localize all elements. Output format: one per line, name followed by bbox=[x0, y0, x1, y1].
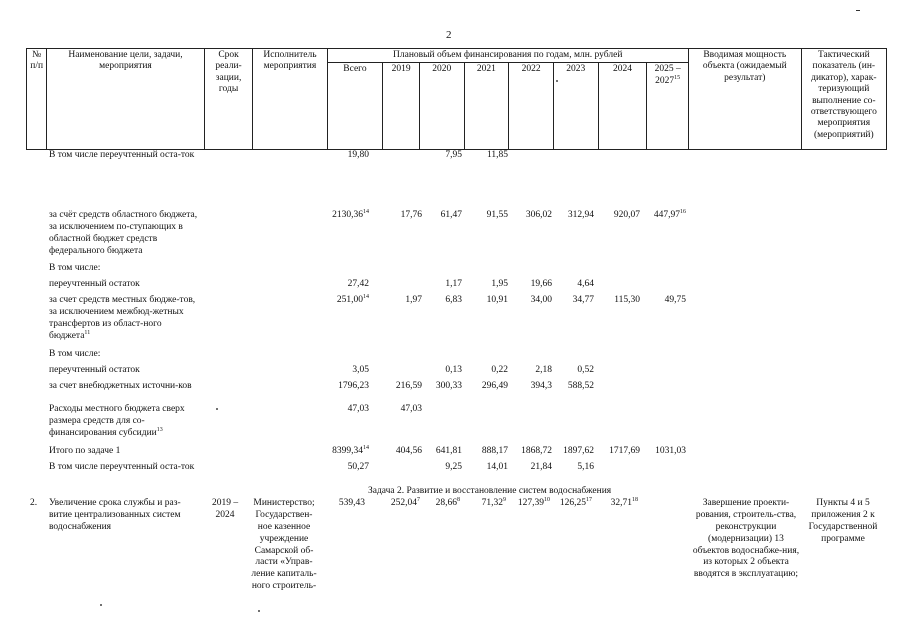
row-year-value: 920,07 bbox=[613, 210, 640, 220]
item-capacity: Завершение проекти-рования, строитель-ства, реконструкции (модернизации) 13 объектов водоснабже-ния, из которых 2 объекта вводятся в эксплуатацию; bbox=[692, 498, 800, 580]
header-year: 2022 bbox=[509, 63, 554, 150]
row-year-value: 21,84 bbox=[530, 462, 552, 472]
row-year-value: 1,97 bbox=[405, 295, 422, 305]
row-year-value: 888,17 bbox=[481, 446, 508, 456]
row-year-value: 296,49 bbox=[481, 381, 508, 391]
row-year-value: 10,91 bbox=[486, 295, 508, 305]
row-year-value: 588,52 bbox=[567, 381, 594, 391]
header-year: 2021 bbox=[464, 63, 509, 150]
item-indicator: Пункты 4 и 5 приложения 2 к Государственной программе bbox=[808, 498, 878, 544]
row-year-value: 34,77 bbox=[572, 295, 594, 305]
item-number: 2. bbox=[30, 498, 38, 508]
row-year-value: 47,03 bbox=[400, 404, 422, 414]
row-label: переучтенный остаток bbox=[49, 279, 140, 289]
item-year-value: 127,39$^{10}$ bbox=[517, 497, 550, 508]
row-label: В том числе: bbox=[49, 263, 101, 273]
row-year-value: 0,52 bbox=[577, 365, 594, 375]
row-year-value: 9,25 bbox=[445, 462, 462, 472]
header-year-range: 2025 – 2027$^{15}$ bbox=[647, 63, 689, 150]
header-plan: Плановый объем финансирования по годам, млн. рублей bbox=[327, 49, 688, 63]
row-year-value: 115,30 bbox=[614, 295, 640, 305]
header-year: 2019 bbox=[383, 63, 420, 150]
header-capacity: Вводимая мощность объекта (ожидаемый результат) bbox=[688, 49, 801, 150]
row-year-value: 1,95 bbox=[491, 279, 508, 289]
row-year-value: 19,66 bbox=[530, 279, 552, 289]
header-year: 2023 bbox=[553, 63, 598, 150]
row-last-value: 1031,03 bbox=[655, 446, 686, 456]
row-year-value: 6,83 bbox=[445, 295, 462, 305]
row-year-value: 2,18 bbox=[535, 365, 552, 375]
row-year-value: 641,81 bbox=[435, 446, 462, 456]
header-term: Срок реали-зации, годы bbox=[204, 49, 253, 150]
item-year-value: 71,32$^9$ bbox=[481, 497, 506, 508]
row-year-value: 216,59 bbox=[395, 381, 422, 391]
row-year-value: 17,76 bbox=[400, 210, 422, 220]
row-year-value: 404,56 bbox=[395, 446, 422, 456]
row-total: 2130,36$^{14}$ bbox=[332, 209, 369, 220]
row-year-value: 7,95 bbox=[445, 150, 462, 160]
row-total: 19,80 bbox=[347, 150, 369, 160]
row-label: В том числе: bbox=[49, 349, 101, 359]
item-year-value: 126,25$^{17}$ bbox=[559, 497, 592, 508]
row-total: 50,27 bbox=[347, 462, 369, 472]
scan-speck bbox=[100, 604, 102, 606]
row-year-value: 34,00 bbox=[530, 295, 552, 305]
row-year-value: 91,55 bbox=[486, 210, 508, 220]
row-label: за счет средств местных бюдже-тов, за исключением межбюд-жетных трансфертов из област-ного бюджета$^{11}$ bbox=[49, 295, 196, 341]
item-year-value: 28,66$^8$ bbox=[435, 497, 460, 508]
row-year-value: 394,3 bbox=[530, 381, 552, 391]
header-year: 2020 bbox=[419, 63, 464, 150]
row-label: В том числе переучтенный оста-ток bbox=[49, 462, 195, 472]
row-total: 3,05 bbox=[352, 365, 369, 375]
row-total: 251,00$^{14}$ bbox=[336, 294, 369, 305]
item-year-value: 32,71$^{18}$ bbox=[610, 497, 638, 508]
header-indicator: Тактический показатель (ин-дикатор), харак-теризующий выполнение со-ответствующего мероприятия (мероприятий) bbox=[801, 49, 886, 150]
row-last-value: 447,97$^{16}$ bbox=[653, 209, 686, 220]
scan-speck bbox=[216, 408, 218, 410]
row-last-value: 49,75 bbox=[664, 295, 686, 305]
row-year-value: 0,22 bbox=[491, 365, 508, 375]
row-year-value: 4,64 bbox=[577, 279, 594, 289]
page-number: 2 bbox=[446, 29, 452, 41]
item-total: 539,43 bbox=[338, 498, 365, 508]
row-year-value: 312,94 bbox=[567, 210, 594, 220]
header-number: № п/п bbox=[27, 49, 47, 150]
row-total: 27,42 bbox=[347, 279, 369, 289]
row-year-value: 1897,62 bbox=[563, 446, 594, 456]
row-label: переучтенный остаток bbox=[49, 365, 140, 375]
row-year-value: 1,17 bbox=[445, 279, 462, 289]
item-term: 2019 – 2024 bbox=[211, 498, 239, 520]
row-total: 1796,23 bbox=[338, 381, 369, 391]
row-total: 8399,34$^{14}$ bbox=[332, 445, 369, 456]
row-label: за счёт средств областного бюджета, за исключением по-ступающих в областной бюджет средств федерального бюджета bbox=[49, 210, 198, 256]
row-label: Итого по задаче 1 bbox=[49, 446, 121, 456]
scan-mark bbox=[856, 10, 860, 11]
row-year-value: 300,33 bbox=[435, 381, 462, 391]
header-name: Наименование цели, задачи, мероприятия bbox=[47, 49, 204, 150]
row-year-value: 14,01 bbox=[486, 462, 508, 472]
row-year-value: 1717,69 bbox=[609, 446, 640, 456]
item-name: Увеличение срока службы и раз-витие централизованных систем водоснабжения bbox=[49, 498, 181, 532]
item-executor: Министерство; Государствен-ное казенное учреждение Самарской об-ласти «Управ-ление капиталь-ного строитель- bbox=[251, 498, 317, 592]
header-executor: Исполнитель мероприятия bbox=[253, 49, 327, 150]
scan-speck bbox=[258, 610, 260, 612]
row-year-value: 0,13 bbox=[445, 365, 462, 375]
item-year-value: 252,04$^7$ bbox=[390, 497, 420, 508]
row-year-value: 11,85 bbox=[486, 150, 508, 160]
row-total: 47,03 bbox=[347, 404, 369, 414]
header-total: Всего bbox=[327, 63, 383, 150]
row-year-value: 5,16 bbox=[577, 462, 594, 472]
row-label: В том числе переучтенный оста-ток bbox=[49, 150, 195, 160]
row-label: Расходы местного бюджета сверх размера средств для со-финансирования субсидии$^{13}$ bbox=[49, 404, 185, 438]
row-label: за счет внебюджетных источни-ков bbox=[49, 381, 192, 391]
header-year: 2024 bbox=[598, 63, 647, 150]
row-year-value: 61,47 bbox=[440, 210, 462, 220]
table-header bbox=[26, 48, 887, 150]
row-year-value: 306,02 bbox=[525, 210, 552, 220]
task-2-title: Задача 2. Развитие и восстановление систем водоснабжения bbox=[368, 486, 612, 496]
row-year-value: 1868,72 bbox=[521, 446, 552, 456]
